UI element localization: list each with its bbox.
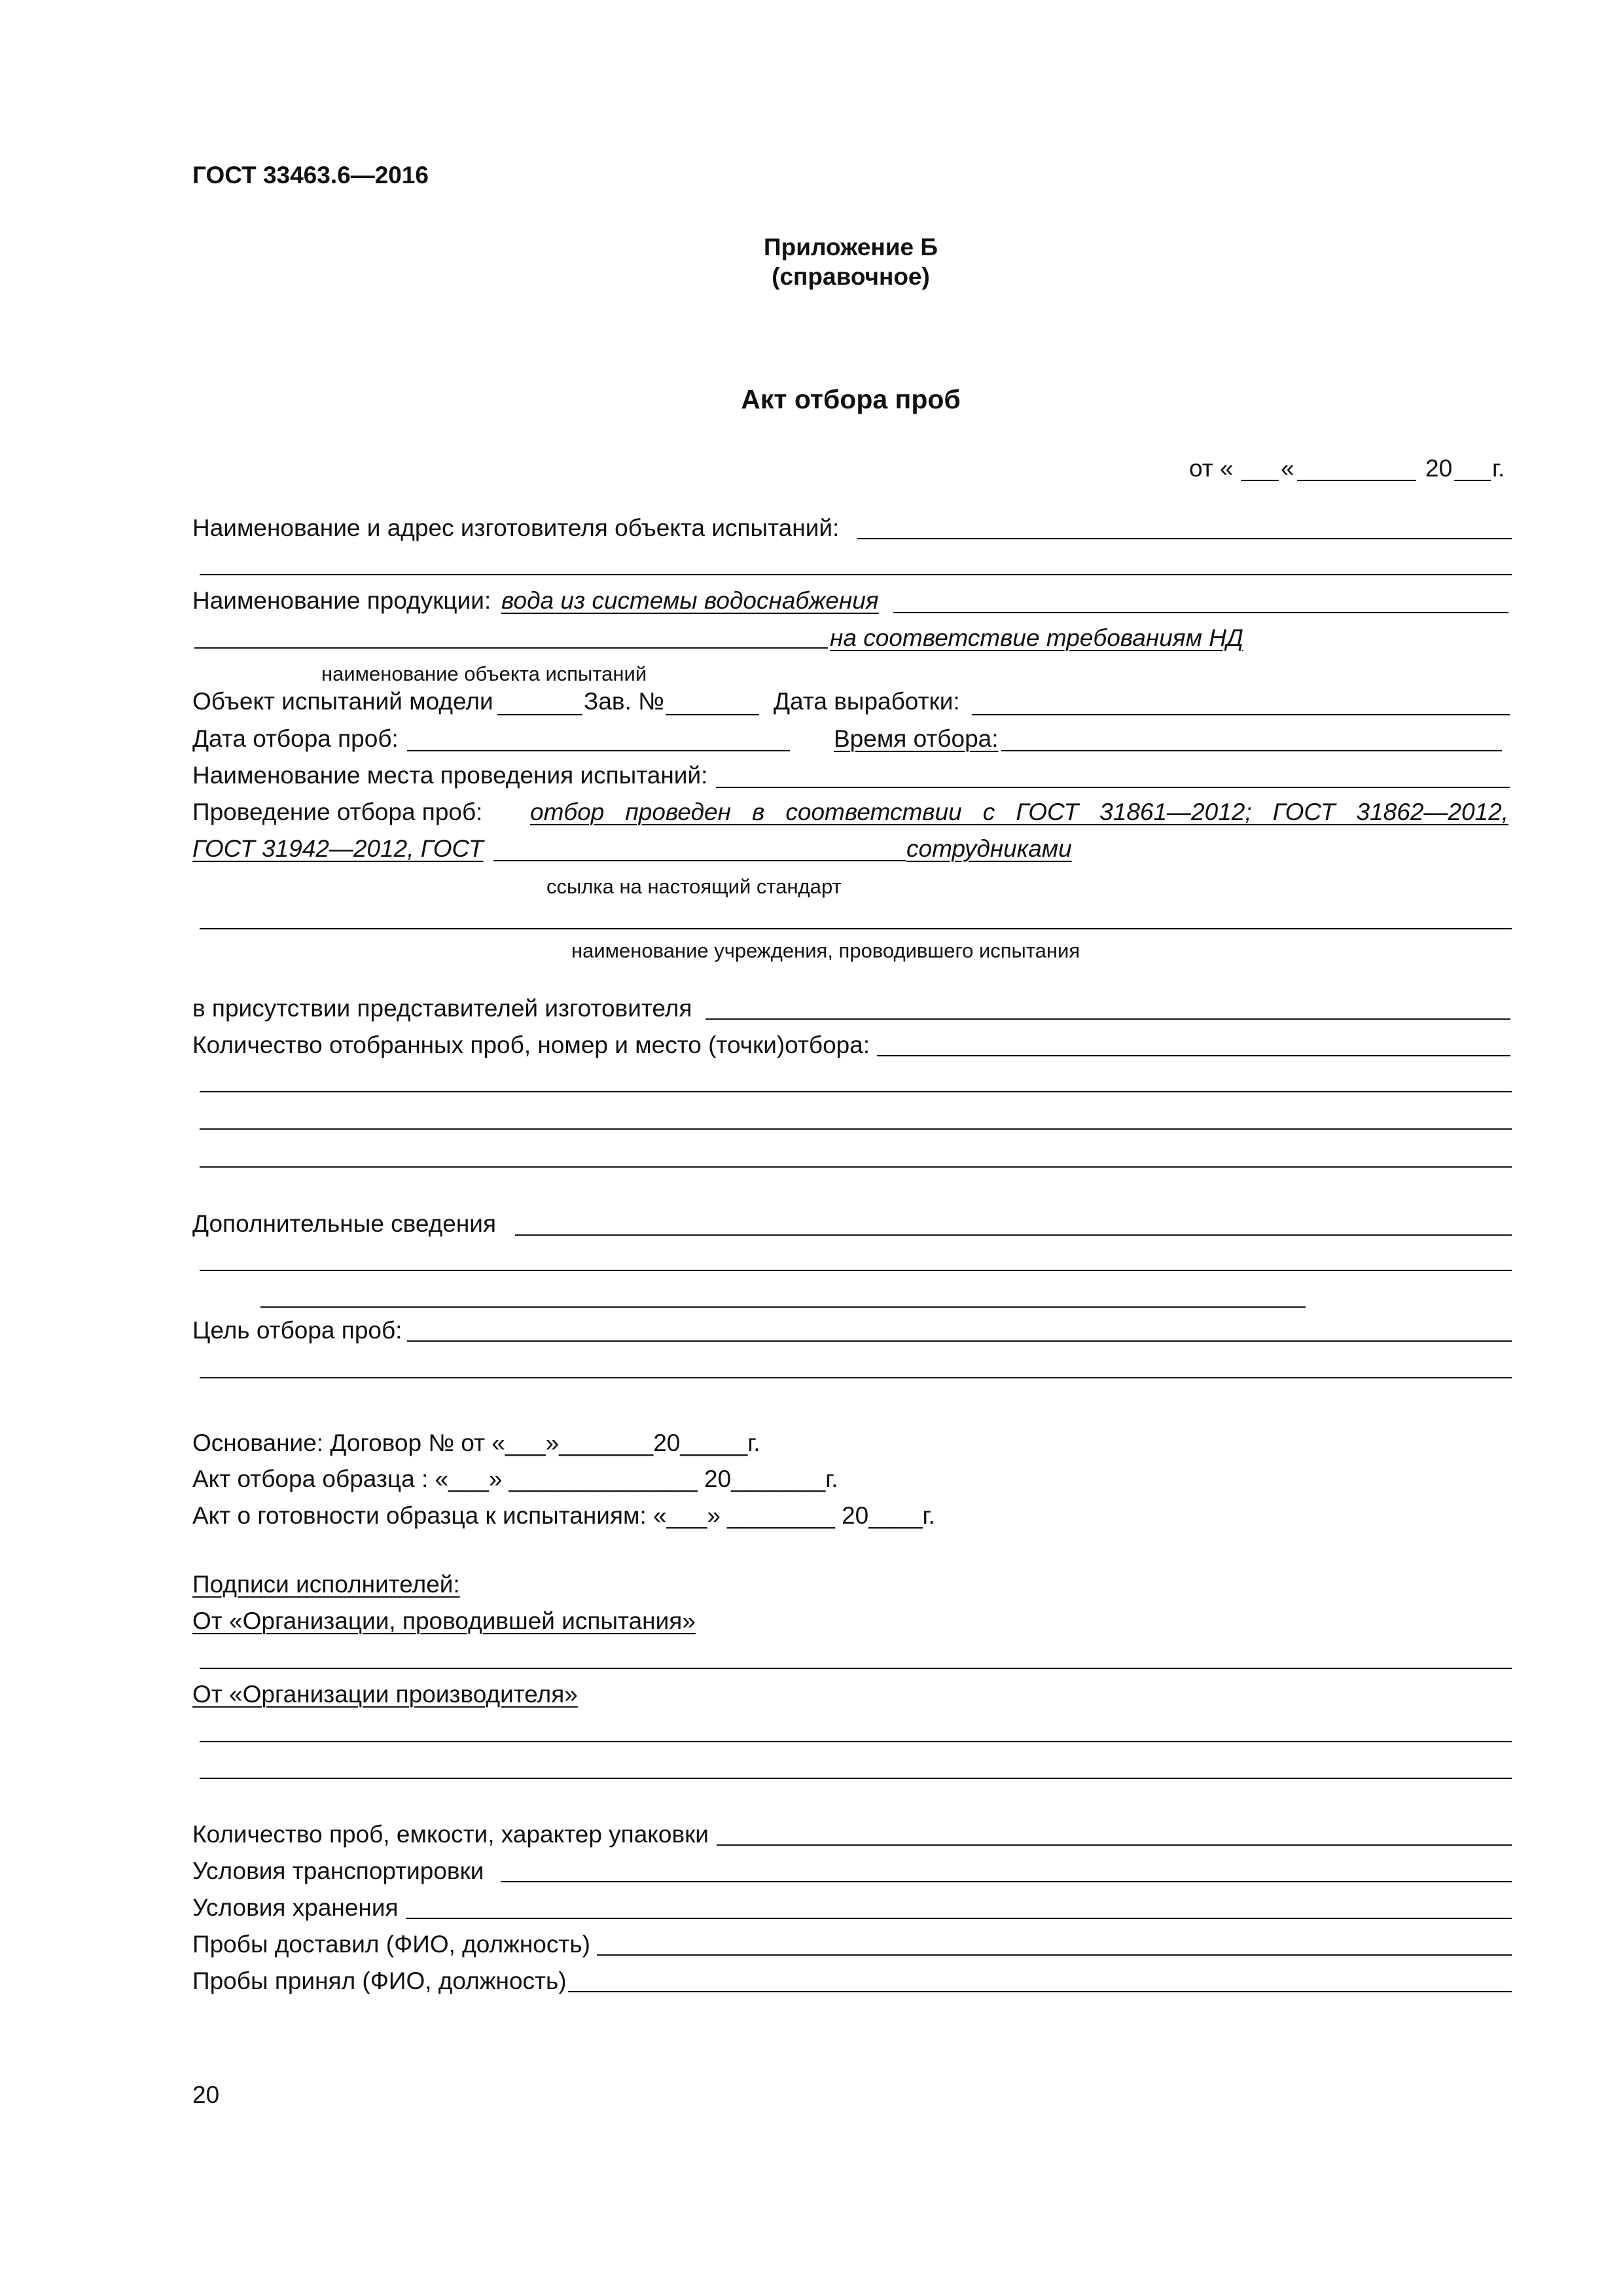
quantity-blank-4 bbox=[200, 1166, 1512, 1168]
quantity-blank-2 bbox=[200, 1091, 1512, 1092]
sample-act-line: Акт отбора образца : «___» ______________ 20_______г. bbox=[192, 1465, 838, 1492]
additional-blank-2 bbox=[200, 1270, 1512, 1271]
product-label: Наименование продукции: bbox=[192, 587, 491, 614]
sampling-date-blank bbox=[407, 750, 790, 751]
staff-label: сотрудниками bbox=[906, 835, 1072, 862]
org-producer-blank-2 bbox=[200, 1778, 1512, 1779]
sampling-time-blank bbox=[1001, 750, 1502, 751]
standard-designation: ГОСТ 33463.6—2016 bbox=[192, 162, 429, 188]
date-day-blank bbox=[1241, 480, 1279, 481]
serial-label: Зав. № bbox=[582, 687, 666, 717]
purpose-label: Цель отбора проб: bbox=[192, 1317, 402, 1344]
manufacturer-blank bbox=[857, 538, 1512, 539]
standard-caption: ссылка на настоящий стандарт bbox=[546, 875, 842, 898]
product-blank-2 bbox=[194, 647, 828, 649]
quantity-blank-3 bbox=[200, 1128, 1512, 1130]
quantity-label: Количество отобранных проб, номер и место (точки)отбора: bbox=[192, 1031, 870, 1058]
date-month-blank bbox=[1297, 480, 1416, 481]
contract-line: Основание: Договор № от «___»_______20_____г. bbox=[192, 1429, 760, 1456]
date-prefix: от « bbox=[1189, 455, 1234, 482]
sampling-date-label: Дата отбора проб: bbox=[192, 725, 399, 752]
date-mid: « bbox=[1281, 455, 1294, 482]
transport-label: Условия транспортировки bbox=[192, 1857, 484, 1884]
procedure-value-2: ГОСТ 31942—2012, ГОСТ bbox=[192, 835, 484, 862]
manufacturer-blank-2 bbox=[200, 574, 1512, 575]
org-producer-blank bbox=[200, 1741, 1512, 1742]
procedure-value: отбор проведен в соответствии с ГОСТ 31861—2012; ГОСТ 31862—2012, bbox=[530, 798, 1508, 825]
act-title: Акт отбора проб bbox=[741, 384, 961, 414]
purpose-blank bbox=[407, 1340, 1512, 1342]
org-blank bbox=[200, 928, 1512, 929]
transport-blank bbox=[501, 1881, 1512, 1882]
readiness-act-line: Акт о готовности образца к испытаниям: «___» ________ 20____г. bbox=[192, 1502, 935, 1529]
signatures-heading: Подписи исполнителей: bbox=[192, 1571, 460, 1598]
product-blank bbox=[893, 612, 1508, 613]
delivered-label: Пробы доставил (ФИО, должность) bbox=[192, 1931, 590, 1958]
object-model-label: Объект испытаний модели bbox=[192, 688, 493, 715]
org-caption: наименование учреждения, проводившего испытания bbox=[571, 939, 1080, 962]
org-tester-label: От «Организации, проводившей испытания» bbox=[192, 1607, 696, 1634]
procedure-label: Проведение отбора проб: bbox=[192, 798, 483, 825]
additional-blank bbox=[515, 1234, 1512, 1236]
production-date-blank bbox=[972, 714, 1510, 715]
purpose-blank-2 bbox=[200, 1377, 1512, 1378]
object-caption: наименование объекта испытаний bbox=[321, 662, 647, 685]
appendix-title: Приложение Б bbox=[764, 234, 938, 260]
org-tester-blank bbox=[200, 1668, 1512, 1669]
accepted-label: Пробы принял (ФИО, должность) bbox=[192, 1967, 567, 1994]
page-number: 20 bbox=[192, 2081, 220, 2108]
sampling-time-label: Время отбора: bbox=[834, 725, 999, 752]
presence-label: в присутствии представителей изготовителя bbox=[192, 995, 692, 1022]
date-suffix: г. bbox=[1492, 455, 1505, 482]
additional-label: Дополнительные сведения bbox=[192, 1210, 496, 1237]
conformity-value: на соответствие требованиям НД bbox=[830, 624, 1243, 651]
date-year-blank bbox=[1454, 480, 1491, 481]
org-producer-label: От «Организации производителя» bbox=[192, 1681, 578, 1708]
packaging-blank bbox=[717, 1844, 1512, 1846]
accepted-blank bbox=[568, 1991, 1512, 1992]
packaging-label: Количество проб, емкости, характер упаковки bbox=[192, 1821, 709, 1848]
storage-label: Условия хранения bbox=[192, 1894, 399, 1921]
appendix-type: (справочное) bbox=[772, 263, 930, 290]
standard-blank bbox=[493, 860, 906, 861]
production-date-label: Дата выработки: bbox=[774, 688, 960, 715]
storage-blank bbox=[406, 1918, 1512, 1919]
additional-blank-3 bbox=[260, 1306, 1306, 1308]
test-place-label: Наименование места проведения испытаний: bbox=[192, 762, 708, 789]
manufacturer-label: Наименование и адрес изготовителя объекта испытаний: bbox=[192, 514, 840, 541]
date-year: 20 bbox=[1425, 455, 1453, 482]
presence-blank bbox=[705, 1018, 1510, 1020]
delivered-blank bbox=[597, 1954, 1512, 1956]
test-place-blank bbox=[716, 787, 1510, 788]
product-value: вода из системы водоснабжения bbox=[501, 587, 879, 614]
quantity-blank bbox=[877, 1055, 1510, 1056]
